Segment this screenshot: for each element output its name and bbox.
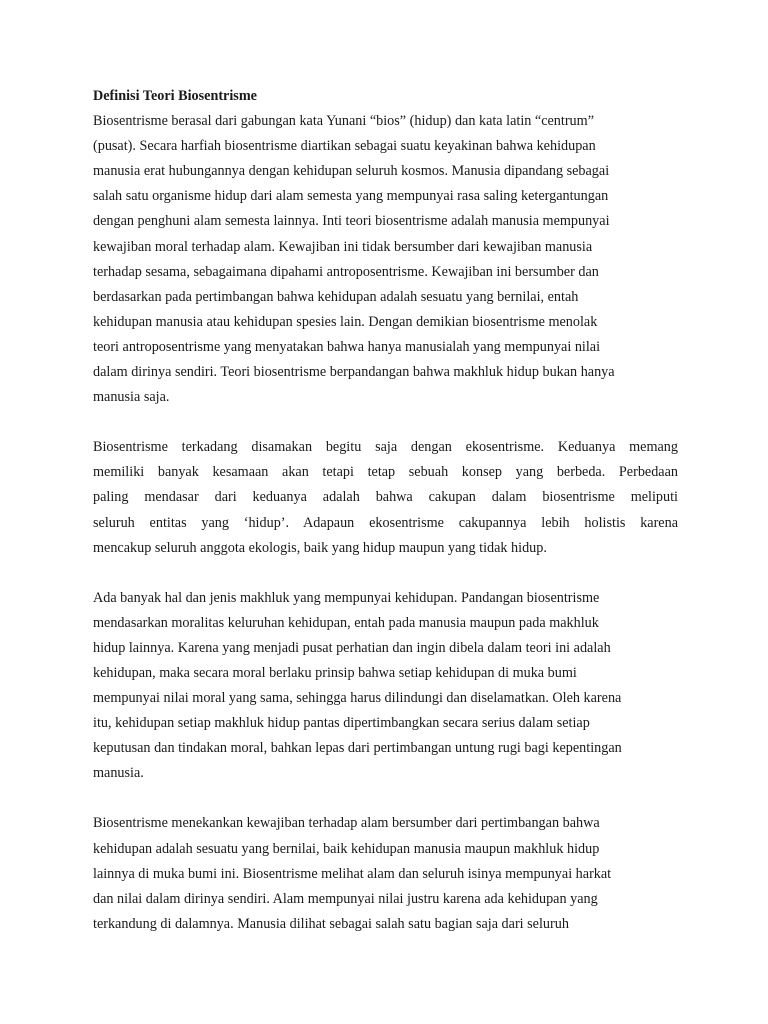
paragraph-2 [93,435,678,560]
document-title: Definisi Teori Biosentrisme [93,88,257,104]
text-line: berdasarkan pada pertimbangan bahwa kehidupan adalah sesuatu yang bernilai, entah [93,288,579,305]
text-line: Biosentrisme berasal dari gabungan kata Yunani “bios” (hidup) dan kata latin “centrum” [93,113,594,130]
text-line: manusia. [93,765,144,782]
text-line: lainnya di muka bumi ini. Biosentrisme melihat alam dan seluruh isinya mempunyai harkat [93,865,612,882]
text-line: kehidupan manusia atau kehidupan spesies lain. Dengan demikian biosentrisme menolak [93,313,598,330]
paragraph-4 [93,811,678,936]
text-line: terhadap sesama, sebagaimana dipahami antroposentrisme. Kewajiban ini bersumber dan [93,263,599,280]
text-line: manusia saja. [93,389,170,406]
text-line: dalam dirinya sendiri. Teori biosentrisme berpandangan bahwa makhluk hidup bukan hanya [93,364,615,381]
text-line: kehidupan adalah sesuatu yang bernilai, baik kehidupan manusia maupun makhluk hidup [93,840,600,857]
text-line: itu, kehidupan setiap makhluk hidup pantas dipertimbangkan secara serius dalam setiap [93,715,590,732]
text-line: seluruh entitas yang ‘hidup’. Adapaun ekosentrisme cakupannya lebih holistis karena [93,514,678,531]
text-line: terkandung di dalamnya. Manusia dilihat sebagai salah satu bagian saja dari seluruh [93,915,569,932]
document-body [93,84,678,937]
text-line: keputusan dan tindakan moral, bahkan lepas dari pertimbangan untung rugi bagi kepentingan [93,740,622,757]
text-line: paling mendasar dari keduanya adalah bahwa cakupan dalam biosentrisme meliputi [93,489,678,506]
text-line: mempunyai nilai moral yang sama, sehingga harus dilindungi dan diselamatkan. Oleh karena [93,690,622,707]
text-line: kehidupan, maka secara moral berlaku prinsip bahwa setiap kehidupan di muka bumi [93,664,577,681]
paragraph-container [93,109,678,937]
text-line: teori antroposentrisme yang menyatakan bahwa hanya manusialah yang mempunyai nilai [93,338,601,355]
text-line: mencakup seluruh anggota ekologis, baik yang hidup maupun yang tidak hidup. [93,539,547,556]
paragraph-1 [93,109,678,410]
paragraph-3 [93,586,678,787]
text-line: kewajiban moral terhadap alam. Kewajiban ini tidak bersumber dari kewajiban manusia [93,238,593,255]
text-line: salah satu organisme hidup dari alam semesta yang mempunyai rasa saling ketergantungan [93,188,609,205]
text-line: mendasarkan moralitas keluruhan kehidupan, entah pada manusia maupun pada makhluk [93,614,599,631]
text-line: Ada banyak hal dan jenis makhluk yang mempunyai kehidupan. Pandangan biosentrisme [93,589,600,606]
text-line: hidup lainnya. Karena yang menjadi pusat perhatian dan ingin dibela dalam teori ini adalah [93,639,611,656]
text-line: (pusat). Secara harfiah biosentrisme diartikan sebagai suatu keyakinan bahwa kehidupan [93,138,596,155]
text-line: Biosentrisme terkadang disamakan begitu saja dengan ekosentrisme. Keduanya memang [93,439,678,456]
text-line: manusia erat hubungannya dengan kehidupan seluruh kosmos. Manusia dipandang sebagai [93,163,610,180]
text-line: Biosentrisme menekankan kewajiban terhadap alam bersumber dari pertimbangan bahwa [93,815,600,832]
text-line: dan nilai dalam dirinya sendiri. Alam mempunyai nilai justru karena ada kehidupan yang [93,890,598,907]
text-line: memiliki banyak kesamaan akan tetapi tetap sebuah konsep yang berbeda. Perbedaan [93,464,678,481]
text-line: dengan penghuni alam semesta lainnya. Inti teori biosentrisme adalah manusia mempunyai [93,213,610,230]
